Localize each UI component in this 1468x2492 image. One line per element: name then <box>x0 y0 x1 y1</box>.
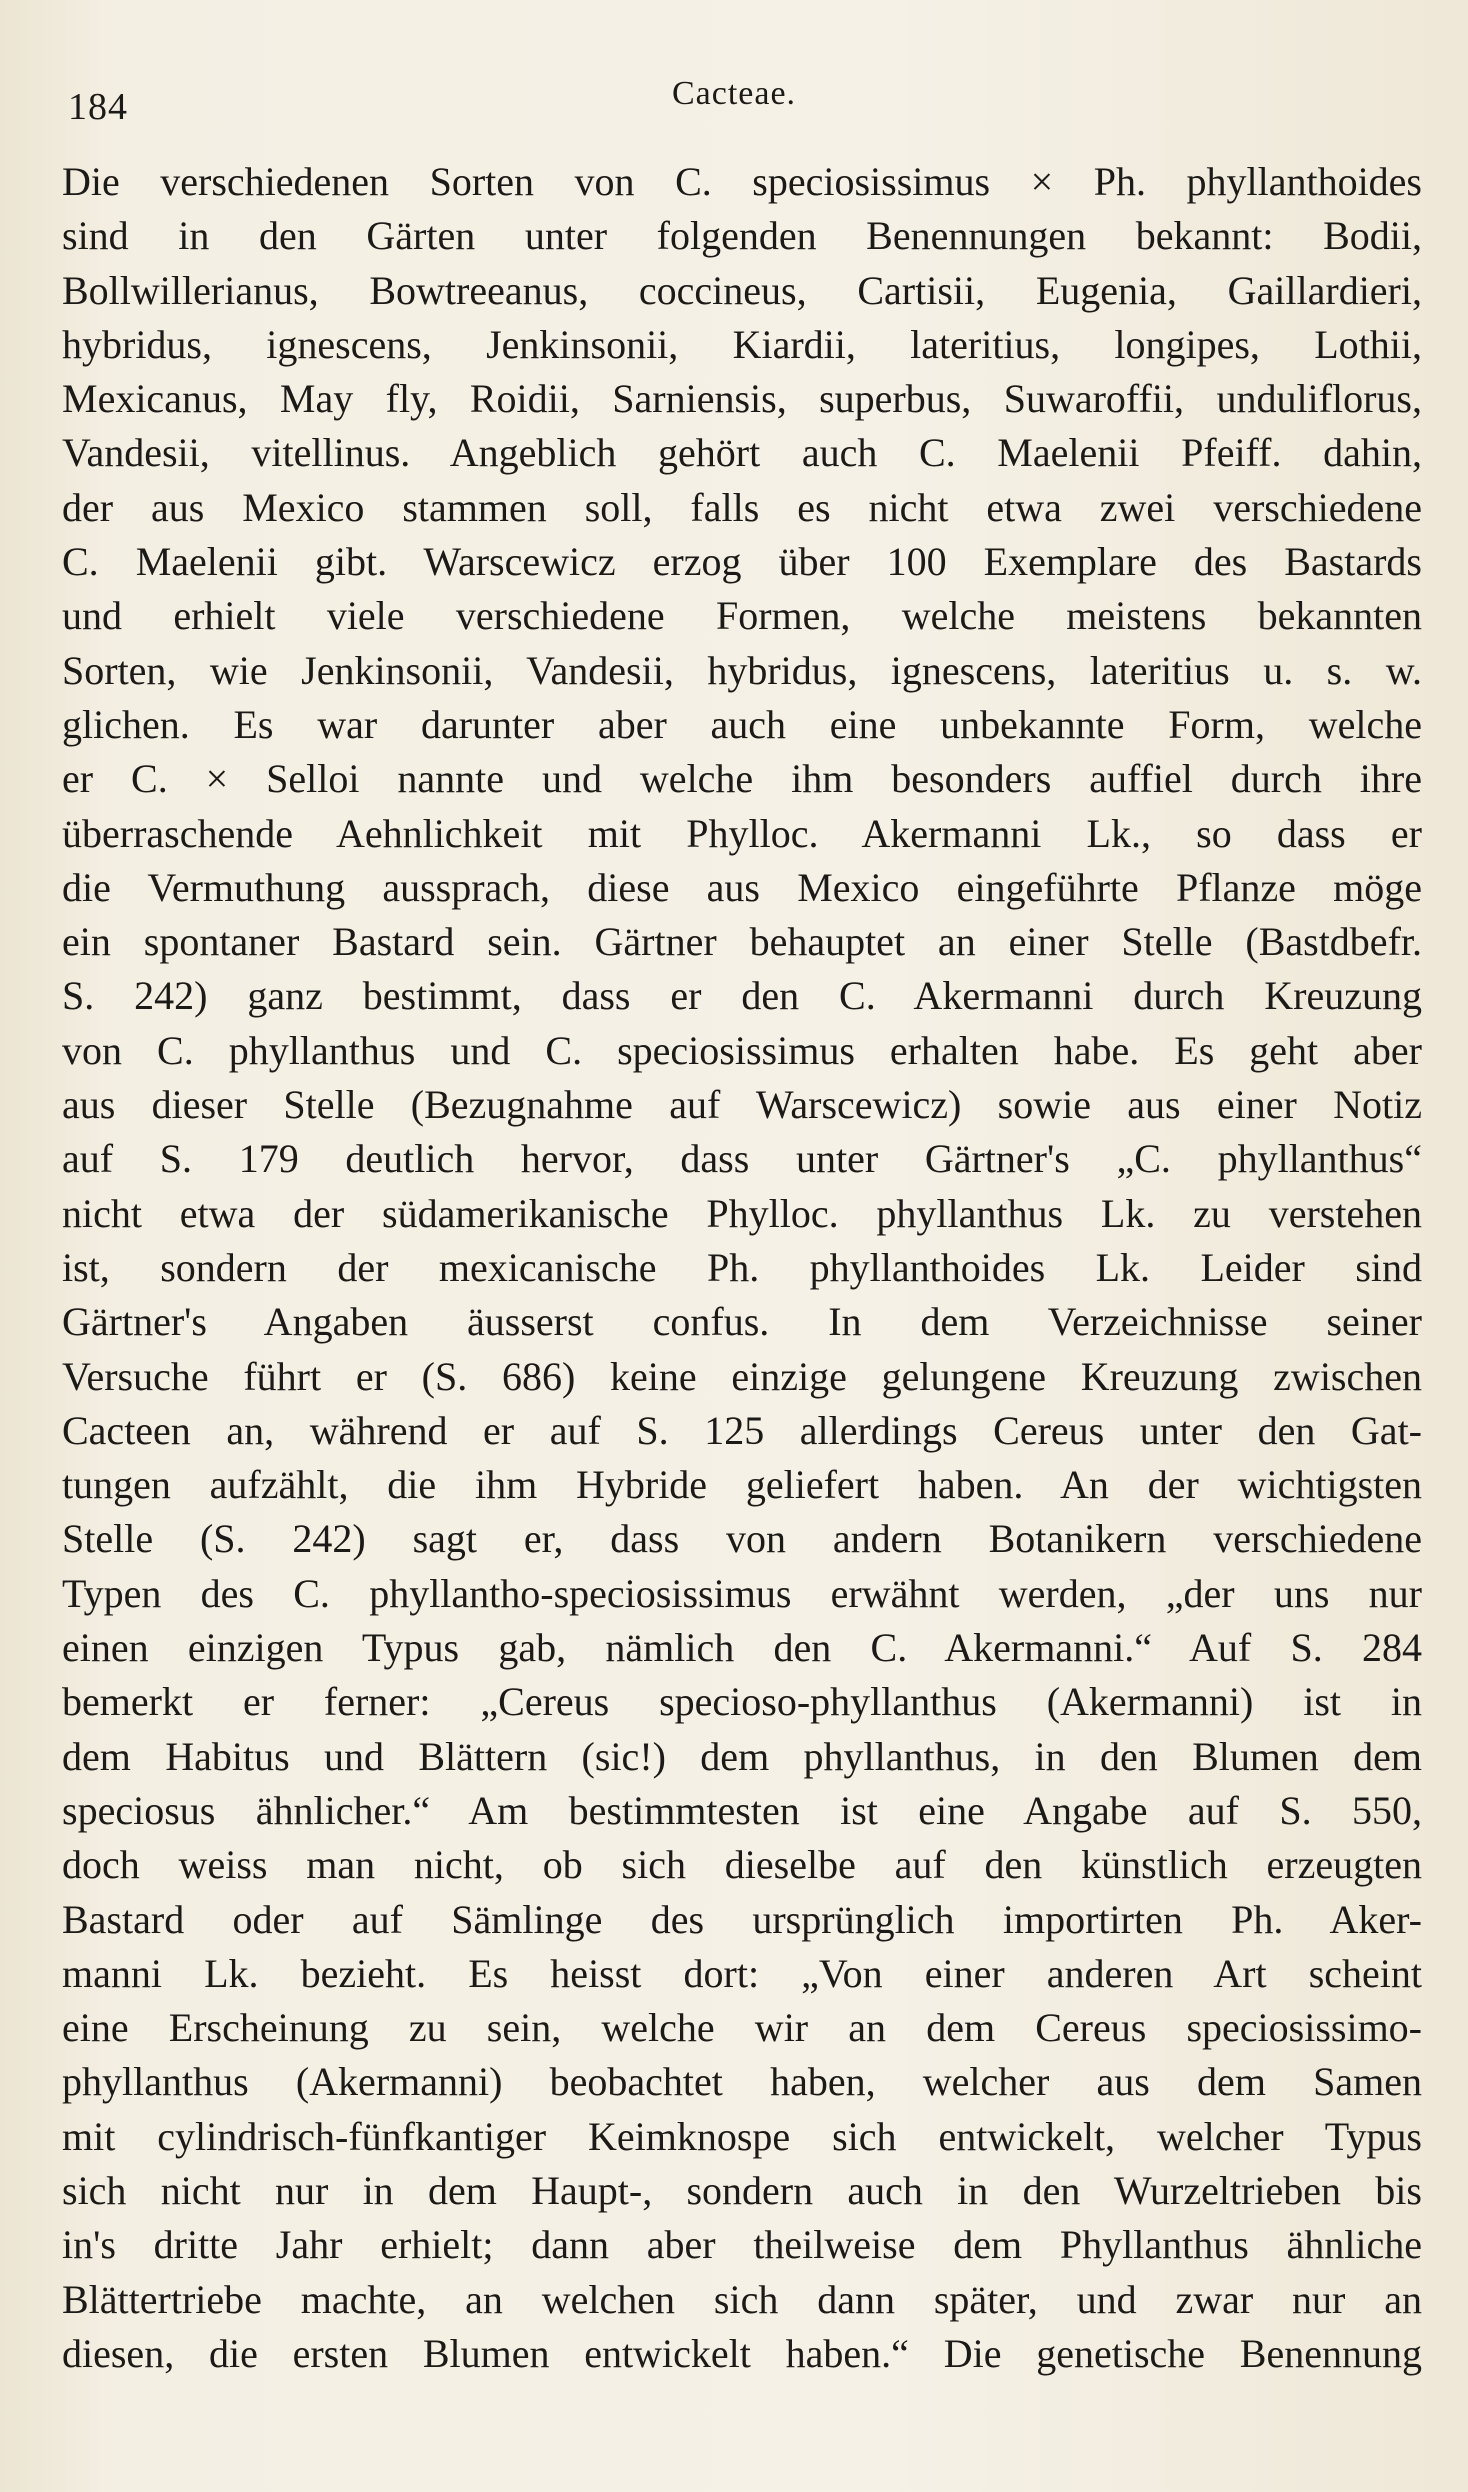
text-line: Stelle (S. 242) sagt er, dass von andern Botanikern verschiedene <box>62 1516 1422 1562</box>
text-line: glichen. Es war darunter aber auch eine unbekannte Form, welche <box>62 701 1422 747</box>
text-line: ein spontaner Bastard sein. Gärtner behauptet an einer Stelle (Bastdbefr. <box>62 919 1422 965</box>
text-line: nicht etwa der südamerikanische Phylloc. phyllanthus Lk. zu verstehen <box>62 1190 1422 1236</box>
text-line: C. Maelenii gibt. Warscewicz erzog über 100 Exemplare des Bastards <box>62 539 1422 585</box>
text-line: diesen, die ersten Blumen entwickelt haben.“ Die genetische Benennung <box>62 2330 1422 2376</box>
text-line: Blättertriebe machte, an welchen sich dann später, und zwar nur an <box>62 2276 1422 2322</box>
text-line: sind in den Gärten unter folgenden Benennungen bekannt: Bodii, <box>62 213 1422 259</box>
text-line: eine Erscheinung zu sein, welche wir an dem Cereus speciosissimo- <box>62 2005 1422 2051</box>
text-line: manni Lk. bezieht. Es heisst dort: „Von einer anderen Art scheint <box>62 1950 1422 1996</box>
text-line: ist, sondern der mexicanische Ph. phyllanthoides Lk. Leider sind <box>62 1244 1422 1290</box>
running-title: Cacteae. <box>671 75 797 112</box>
text-line: phyllanthus (Akermanni) beobachtet haben, welcher aus dem Samen <box>62 2059 1422 2105</box>
text-line: Vandesii, vitellinus. Angeblich gehört auch C. Maelenii Pfeiff. dahin, <box>62 430 1422 476</box>
text-line: Die verschiedenen Sorten von C. speciosissimus × Ph. phyllanthoides <box>62 159 1422 204</box>
page-header <box>0 75 1468 135</box>
text-line: er C. × Selloi nannte und welche ihm besonders auffiel durch ihre <box>62 756 1422 802</box>
body-text <box>62 155 1422 2381</box>
text-line: dem Habitus und Blättern (sic!) dem phyllanthus, in den Blumen dem <box>62 1733 1422 1779</box>
text-line: Bastard oder auf Sämlinge des ursprünglich importirten Ph. Aker- <box>62 1896 1422 1942</box>
text-line: speciosus ähnlicher.“ Am bestimmtesten ist eine Angabe auf S. 550, <box>62 1787 1422 1833</box>
text-line: auf S. 179 deutlich hervor, dass unter Gärtner's „C. phyllanthus“ <box>62 1136 1422 1182</box>
text-line: der aus Mexico stammen soll, falls es nicht etwa zwei verschiedene <box>62 484 1422 530</box>
text-line: überraschende Aehnlichkeit mit Phylloc. Akermanni Lk., so dass er <box>62 810 1422 856</box>
text-line: sich nicht nur in dem Haupt-, sondern auch in den Wurzeltrieben bis <box>62 2167 1422 2213</box>
text-line: Versuche führt er (S. 686) keine einzige gelungene Kreuzung zwischen <box>62 1353 1422 1399</box>
text-line: hybridus, ignescens, Jenkinsonii, Kiardii, lateritius, longipes, Lothii, <box>62 321 1422 367</box>
text-line: aus dieser Stelle (Bezugnahme auf Warscewicz) sowie aus einer Notiz <box>62 1082 1422 1128</box>
page-number: 184 <box>68 86 128 128</box>
text-line: Gärtner's Angaben äusserst confus. In dem Verzeichnisse seiner <box>62 1299 1422 1345</box>
text-line: tungen aufzählt, die ihm Hybride geliefert haben. An der wichtigsten <box>62 1462 1422 1508</box>
text-line: S. 242) ganz bestimmt, dass er den C. Akermanni durch Kreuzung <box>62 973 1422 1019</box>
text-line: Bollwillerianus, Bowtreeanus, coccineus, Cartisii, Eugenia, Gaillardieri, <box>62 267 1422 313</box>
text-line: Mexicanus, May fly, Roidii, Sarniensis, superbus, Suwaroffii, unduliflorus, <box>62 376 1422 422</box>
text-line: und erhielt viele verschiedene Formen, welche meistens bekannten <box>62 593 1422 639</box>
text-line: einen einzigen Typus gab, nämlich den C. Akermanni.“ Auf S. 284 <box>62 1625 1422 1671</box>
text-line: doch weiss man nicht, ob sich dieselbe auf den künstlich erzeugten <box>62 1842 1422 1888</box>
text-line: Cacteen an, während er auf S. 125 allerdings Cereus unter den Gat- <box>62 1407 1422 1453</box>
text-line: von C. phyllanthus und C. speciosissimus erhalten habe. Es geht aber <box>62 1027 1422 1073</box>
text-line: mit cylindrisch-fünfkantiger Keimknospe sich entwickelt, welcher Typus <box>62 2113 1422 2159</box>
text-line: in's dritte Jahr erhielt; dann aber theilweise dem Phyllanthus ähnliche <box>62 2222 1422 2268</box>
text-line: die Vermuthung aussprach, diese aus Mexico eingeführte Pflanze möge <box>62 864 1422 910</box>
text-line: bemerkt er ferner: „Cereus specioso-phyllanthus (Akermanni) ist in <box>62 1679 1422 1725</box>
text-line: Sorten, wie Jenkinsonii, Vandesii, hybridus, ignescens, lateritius u. s. w. <box>62 647 1422 693</box>
text-line: Typen des C. phyllantho-speciosissimus erwähnt werden, „der uns nur <box>62 1570 1422 1616</box>
